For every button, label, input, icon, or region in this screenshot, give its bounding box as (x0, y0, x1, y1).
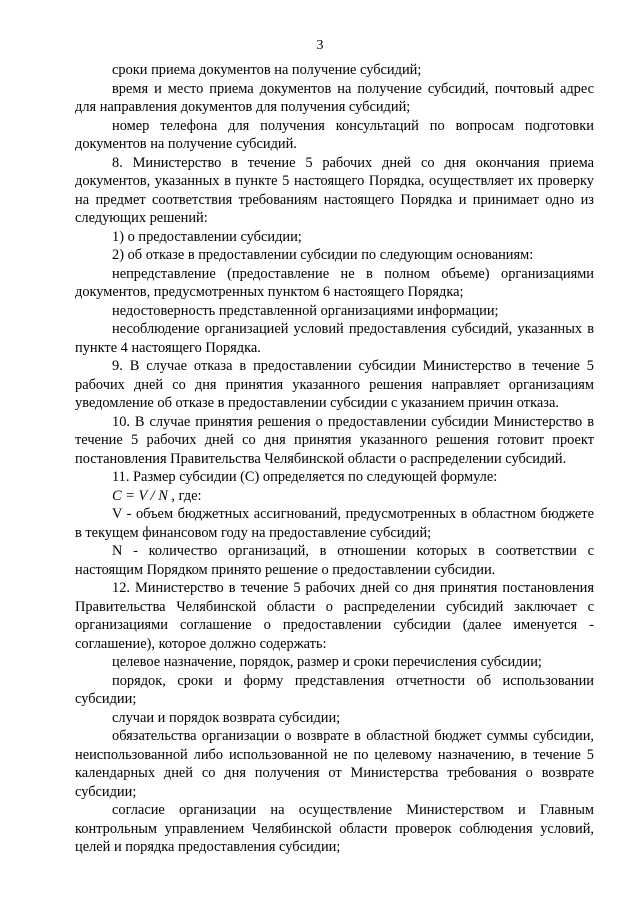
formula-line (75, 487, 594, 506)
paragraph: время и место приема документов на получение субсидий, почтовый адрес для направления документов для получения субсидий; (75, 80, 594, 115)
paragraph: 12. Министерство в течение 5 рабочих дней со дня принятия постановления Правительства Челябинской области о распределении субсидий заключает с организациями соглашение о предоставлении субсидии (далее именуется - соглашение), которое должно содержать: (75, 580, 594, 652)
paragraph: целевое назначение, порядок, размер и сроки перечисления субсидии; (112, 654, 542, 670)
paragraph: 11. Размер субсидии (С) определяется по следующей формуле: (112, 469, 498, 485)
paragraph: 1) о предоставлении субсидии; (112, 228, 302, 245)
paragraph: 10. В случае принятия решения о предоставлении субсидии Министерство в течение 5 рабочих дней со дня принятия указанного решения готовит проект постановления Правительства Челябинской области о распределении субсидий. (75, 413, 594, 467)
paragraph: 2) об отказе в предоставлении субсидии по следующим основаниям: (112, 247, 534, 263)
paragraph: порядок, сроки и форму представления отчетности об использовании субсидии; (75, 672, 594, 707)
paragraph: N - количество организаций, в отношении которых в соответствии с настоящим Порядком принято решение о предоставлении субсидии. (75, 543, 594, 578)
paragraph: сроки приема документов на получение субсидий; (112, 62, 422, 78)
paragraph: обязательства организации о возврате в областной бюджет суммы субсидии, неиспользованной либо использованной не по целевому назначению, в течение 5 календарных дней со дня получения от Министерства требования о возврате субсидии; (75, 728, 594, 800)
paragraph: недостоверность представленной организациями информации; (112, 302, 499, 319)
paragraph: 8. Министерство в течение 5 рабочих дней со дня окончания приема документов, указанных в пункте 5 настоящего Порядка, осуществляет их проверку на предмет соответствия требованиям настоящего Порядка и принимает одно из следующих решений: (75, 154, 594, 226)
paragraph: V - объем бюджетных ассигнований, предусмотренных в областном бюджете в текущем финансовом году на предоставление субсидий; (75, 506, 594, 541)
paragraph: случаи и порядок возврата субсидии; (112, 709, 341, 726)
page-number: 3 (316, 38, 324, 53)
formula-suffix: , где: (167, 487, 202, 504)
formula-expression: C = V / N (112, 487, 168, 504)
paragraph: 9. В случае отказа в предоставлении субсидии Министерство в течение 5 рабочих дней со дня принятия указанного решения направляет организациям уведомление об отказе в предоставлении субсидии с указанием причин отказа. (75, 358, 594, 411)
paragraph: согласие организации на осуществление Министерством и Главным контрольным управлением Челябинской области проверок соблюдения условий, целей и порядка предоставления субсидии; (75, 802, 594, 855)
paragraph: непредставление (предоставление не в полном объеме) организациями документов, предусмотренных пунктом 6 настоящего Порядка; (75, 265, 594, 300)
document-body (75, 61, 594, 857)
paragraph: номер телефона для получения консультаций по вопросам подготовки документов на получение субсидий. (75, 117, 594, 152)
paragraph: несоблюдение организацией условий предоставления субсидий, указанных в пункте 4 настоящего Порядка. (75, 321, 594, 356)
